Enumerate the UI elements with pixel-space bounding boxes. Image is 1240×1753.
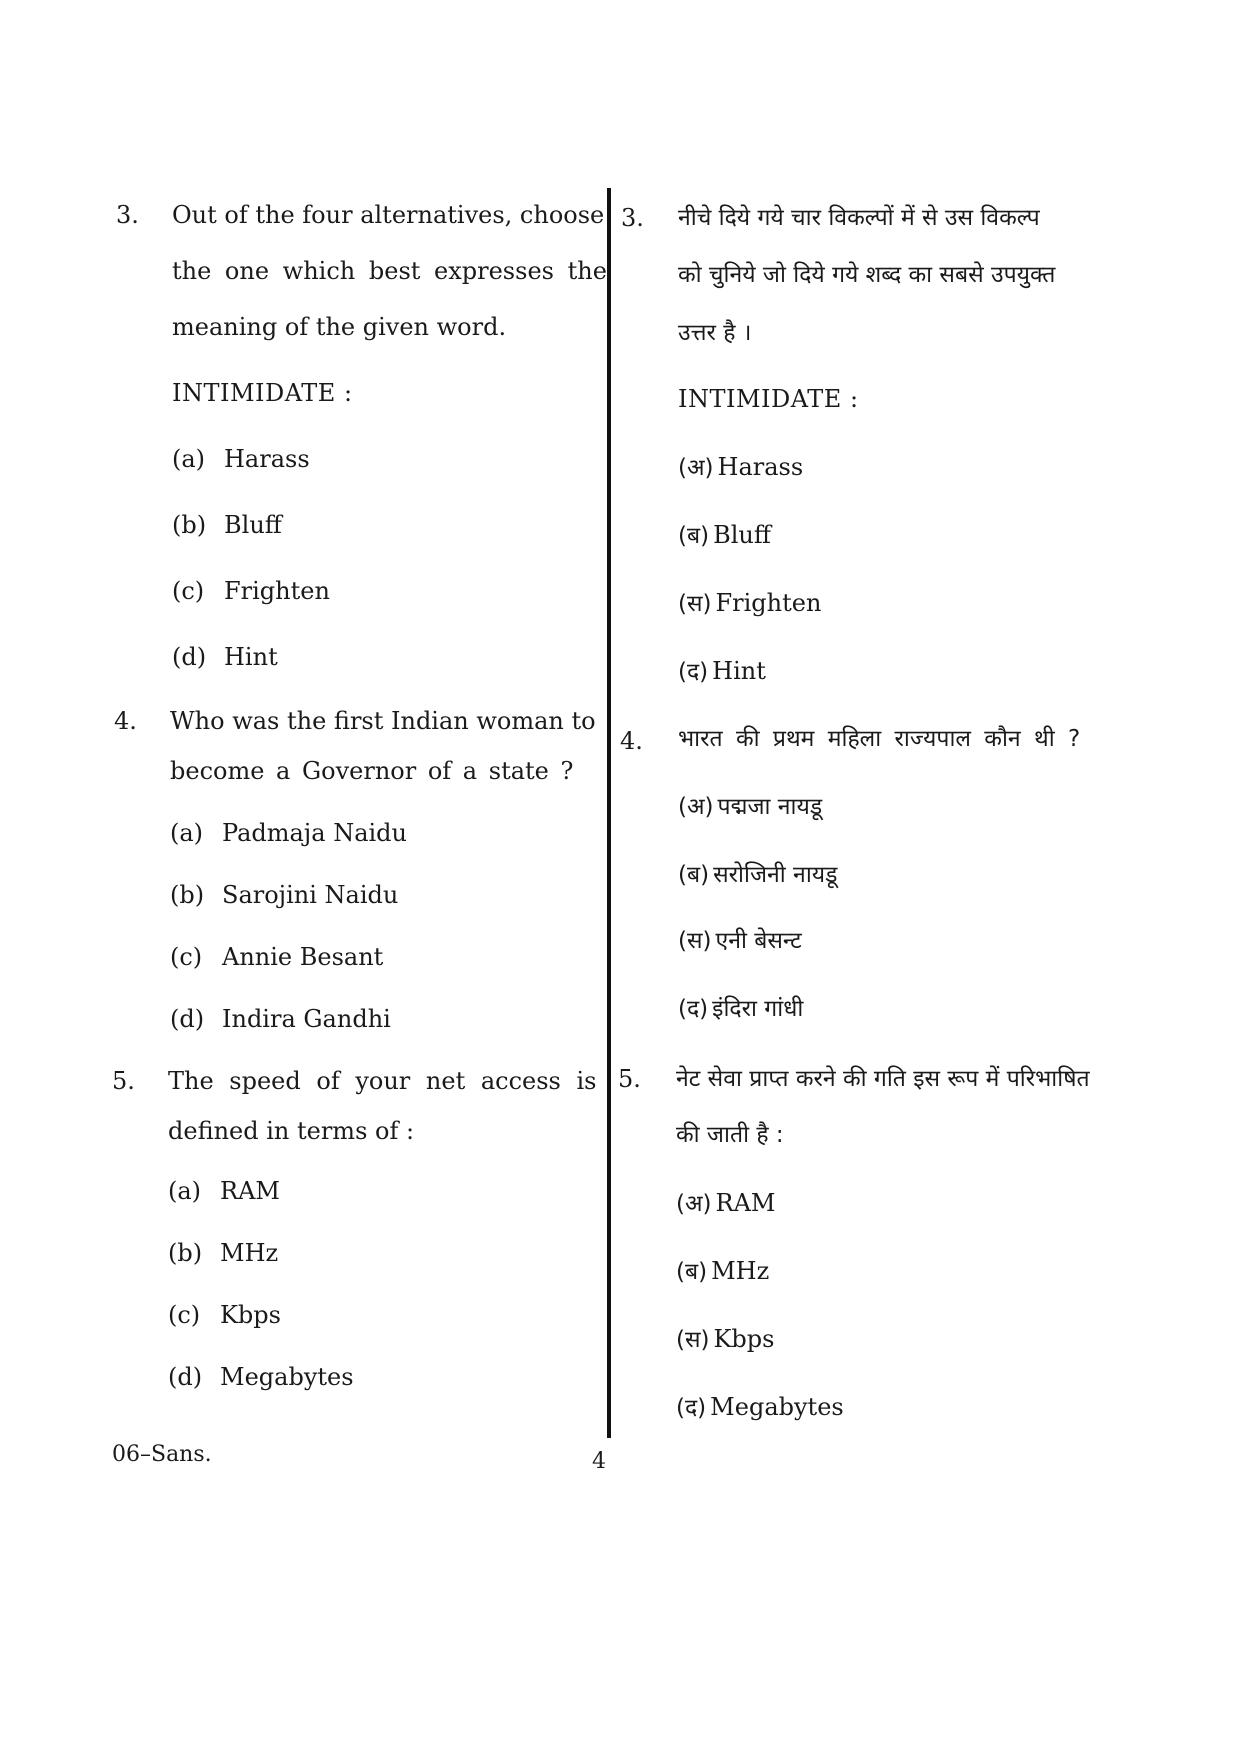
hindi-question-3-option-d: (द) Hint [678, 657, 766, 685]
question-3-number: 3. [116, 201, 139, 229]
question-5-line-2: defined in terms of : [168, 1117, 415, 1145]
question-5-option-b: (b) MHz [168, 1239, 279, 1267]
question-5-option-d: (d) Megabytes [168, 1363, 354, 1391]
page-number: 4 [592, 1449, 606, 1474]
question-5-option-c: (c) Kbps [168, 1301, 281, 1329]
hindi-question-4-line-1: भारत की प्रथम महिला राज्यपाल कौन थी ? [678, 726, 1081, 752]
hindi-question-4-option-c: (स) एनी बेसन्ट [678, 928, 802, 954]
question-4-line-1: Who was the first Indian woman to [170, 707, 596, 735]
hindi-question-5-number: 5. [618, 1065, 641, 1093]
hindi-question-5-option-b: (ब) MHz [676, 1257, 770, 1285]
question-3-option-b: (b) Bluff [172, 511, 282, 539]
hindi-question-3-option-b: (ब) Bluff [678, 521, 771, 549]
question-4-line-2: become a Governor of a state ? [170, 757, 574, 785]
hindi-question-3-line-1: नीचे दिये गये चार विकल्पों में से उस विकल्प [678, 205, 1040, 231]
hindi-question-5-option-a: (अ) RAM [676, 1189, 776, 1217]
hindi-question-5-option-c: (स) Kbps [676, 1325, 775, 1353]
question-3-word: INTIMIDATE : [172, 379, 353, 407]
question-4-number: 4. [114, 707, 137, 735]
question-5-line-1: The speed of your net access is [168, 1067, 597, 1095]
hindi-question-4-option-b: (ब) सरोजिनी नायडू [678, 862, 838, 888]
question-3-line-1: Out of the four alternatives, choose [172, 201, 605, 229]
hindi-question-5-line-1: नेट सेवा प्राप्त करने की गति इस रूप में परिभाषित [676, 1066, 1090, 1092]
hindi-question-3-line-2: को चुनिये जो दिये गये शब्द का सबसे उपयुक्त [678, 262, 1056, 288]
hindi-question-3-number: 3. [621, 204, 644, 232]
question-3-option-c: (c) Frighten [172, 577, 330, 605]
question-4-option-c: (c) Annie Besant [170, 943, 384, 971]
hindi-question-4-option-d: (द) इंदिरा गांधी [678, 996, 804, 1022]
hindi-question-5-option-d: (द) Megabytes [676, 1393, 844, 1421]
question-5-number: 5. [112, 1067, 135, 1095]
hindi-question-4-option-a: (अ) पद्मजा नायडू [678, 794, 823, 820]
question-5-option-a: (a) RAM [168, 1177, 280, 1205]
column-divider [607, 188, 611, 1438]
question-3-line-3: meaning of the given word. [172, 313, 507, 341]
question-3-option-d: (d) Hint [172, 643, 278, 671]
question-3-line-2: the one which best expresses the [172, 257, 607, 285]
hindi-question-3-option-a: (अ) Harass [678, 453, 804, 481]
hindi-question-3-line-3: उत्तर है । [678, 320, 752, 346]
question-4-option-d: (d) Indira Gandhi [170, 1005, 391, 1033]
hindi-question-3-option-c: (स) Frighten [678, 589, 822, 617]
paper-code: 06–Sans. [112, 1442, 212, 1467]
hindi-question-3-word: INTIMIDATE : [678, 385, 859, 413]
hindi-question-5-line-2: की जाती है : [676, 1122, 784, 1148]
question-4-option-b: (b) Sarojini Naidu [170, 881, 399, 909]
hindi-question-4-number: 4. [620, 727, 643, 755]
question-4-option-a: (a) Padmaja Naidu [170, 819, 407, 847]
question-3-option-a: (a) Harass [172, 445, 310, 473]
